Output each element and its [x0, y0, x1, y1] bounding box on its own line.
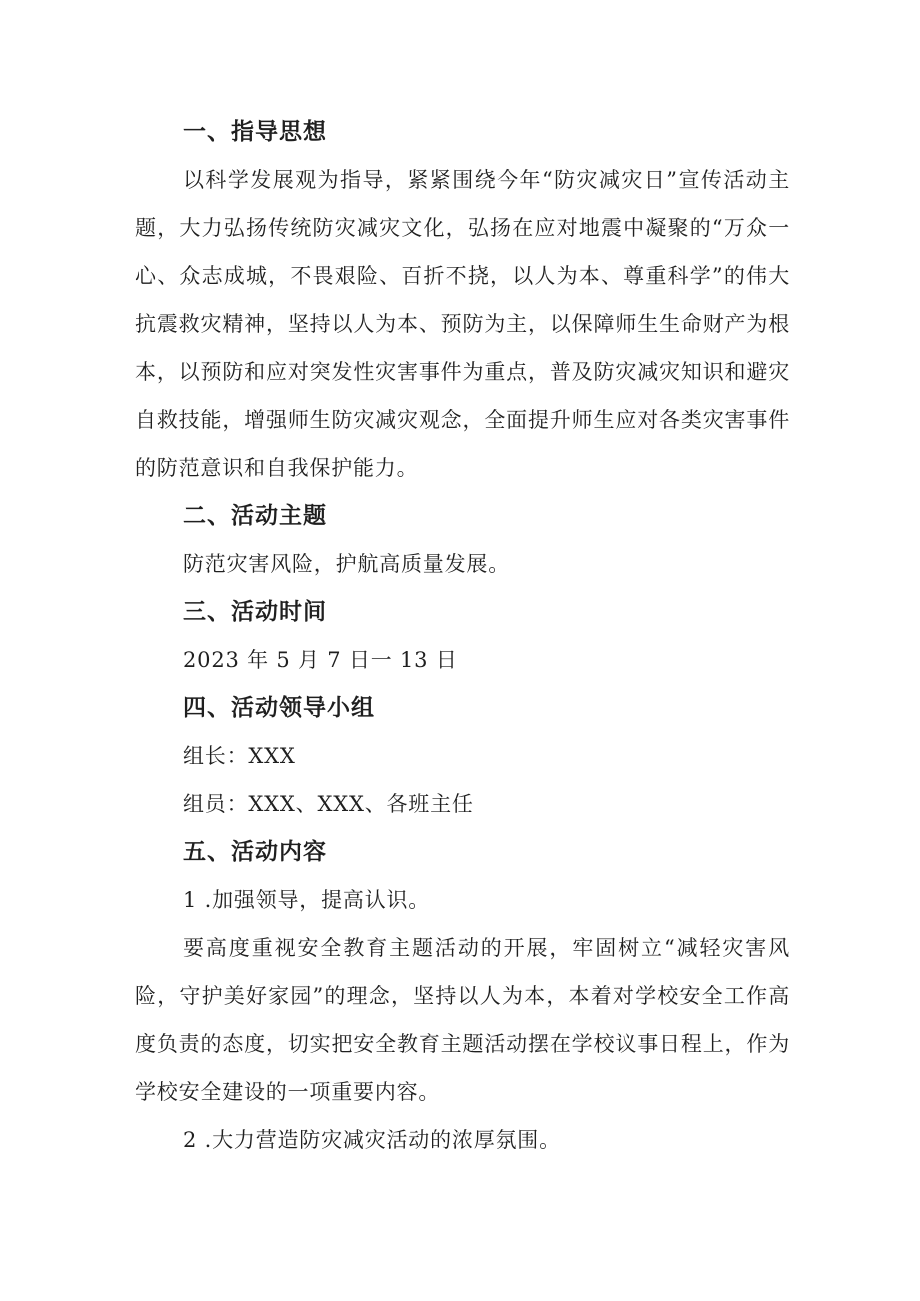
group-leader-text: 组长：XXX [183, 744, 296, 768]
content-item-2-title: 2 .大力营造防灾减灾活动的浓厚氛围。 [183, 1128, 561, 1152]
content-item-1-title: 1 .加强领导，提高认识。 [183, 888, 431, 912]
content-item-1-paragraph: 要高度重视安全教育主题活动的开展，牢固树立“减轻灾害风险，守护美好家园”的理念，坚持以人为本，本着对学校安全工作高度负责的态度，切实把安全教育主题活动摆在学校议事日程上，作为学校安全建设的一项重要内容。 [135, 936, 790, 1104]
activity-time-text: 2023 年 5 月 7 日一 13 日 [183, 648, 458, 672]
section-heading-activity-theme: 二、活动主题 [183, 503, 327, 529]
group-members-text: 组员：XXX、XXX、各班主任 [183, 792, 474, 816]
document-page [135, 108, 790, 1164]
section-heading-activity-time: 三、活动时间 [183, 599, 327, 625]
activity-theme-text: 防范灾害风险，护航高质量发展。 [183, 552, 510, 576]
guiding-ideology-paragraph: 以科学发展观为指导，紧紧围绕今年“防灾减灾日”宣传活动主题，大力弘扬传统防灾减灾文化，弘扬在应对地震中凝聚的“万众一心、众志成城，不畏艰险、百折不挠，以人为本、尊重科学”的伟大抗震救灾精神，坚持以人为本、预防为主，以保障师生生命财产为根本，以预防和应对突发性灾害事件为重点，普及防灾减灾知识和避灾自救技能，增强师生防灾减灾观念，全面提升师生应对各类灾害事件的防范意识和自我保护能力。 [135, 168, 790, 480]
section-heading-guiding-ideology: 一、指导思想 [183, 119, 327, 145]
section-heading-activity-content: 五、活动内容 [183, 839, 327, 865]
section-heading-leadership-group: 四、活动领导小组 [183, 695, 375, 721]
